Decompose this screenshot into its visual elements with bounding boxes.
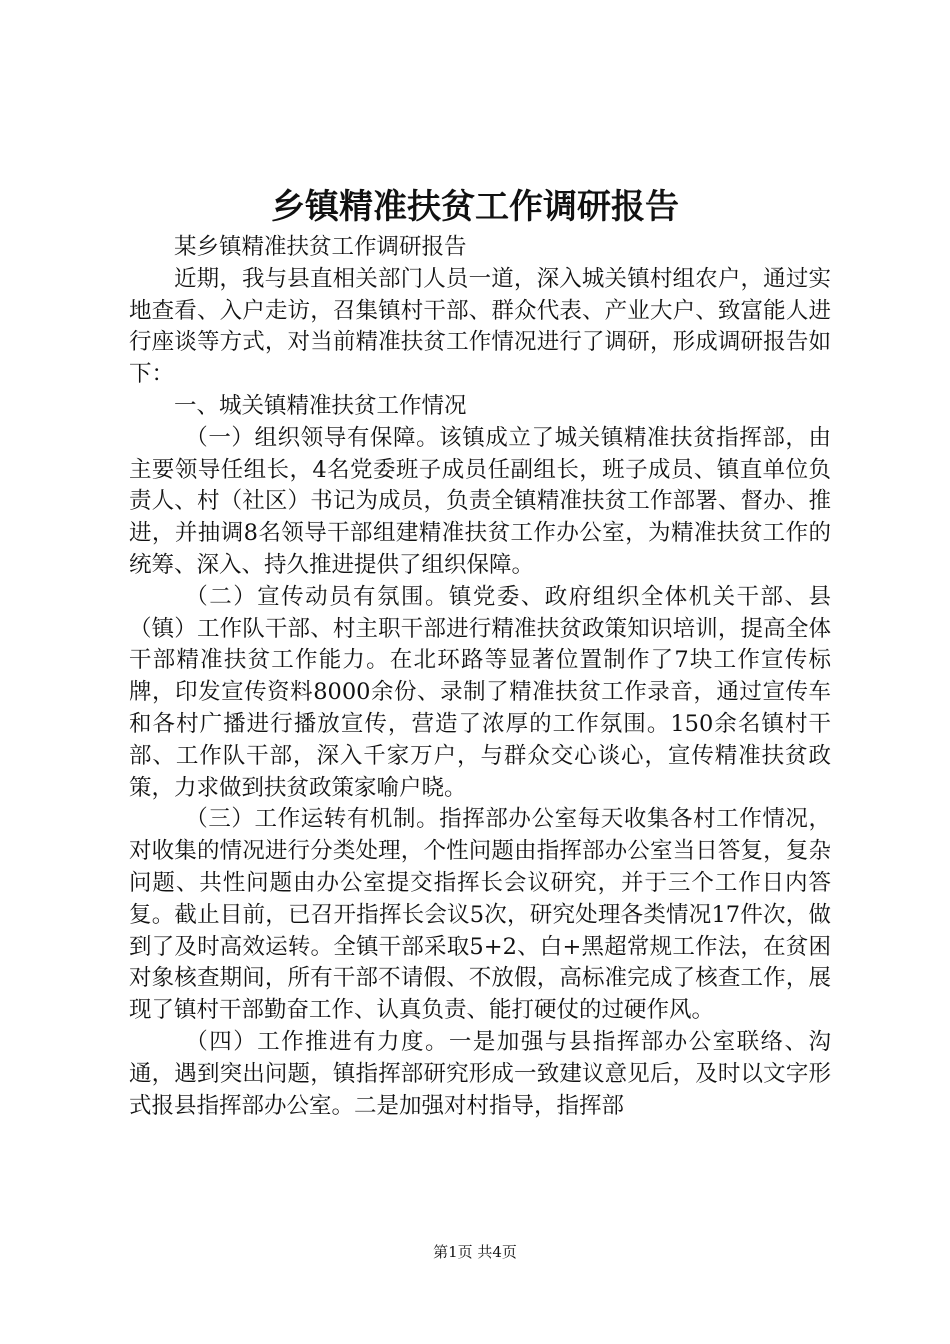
document-body: [129, 232, 831, 1122]
page-title: 乡镇精准扶贫工作调研报告: [271, 187, 679, 227]
paragraph-publicity: （二）宣传动员有氛围。镇党委、政府组织全体机关干部、县（镇）工作队干部、村主职干部进行精准扶贫政策知识培训，提高全体干部精准扶贫工作能力。在北环路等显著位置制作了7块工作宣传标牌，印发宣传资料8000余份、录制了精准扶贫工作录音，通过宣传车和各村广播进行播放宣传，营造了浓厚的工作氛围。150余名镇村干部、工作队干部，深入千家万户，与群众交心谈心，宣传精准扶贫政策，力求做到扶贫政策家喻户晓。: [129, 583, 831, 801]
paragraph-mechanism: （三）工作运转有机制。指挥部办公室每天收集各村工作情况，对收集的情况进行分类处理，个性问题由指挥部办公室当日答复，复杂问题、共性问题由办公室提交指挥长会议研究，并于三个工作日内答复。截止目前，已召开指挥长会议5次，研究处理各类情况17件次，做到了及时高效运转。全镇干部采取5+2、白+黑超常规工作法，在贫困对象核查期间，所有干部不请假、不放假，高标准完成了核查工作，展现了镇村干部勤奋工作、认真负责、能打硬仗的过硬作风。: [129, 806, 831, 1024]
intro-paragraph: 近期，我与县直相关部门人员一道，深入城关镇村组农户，通过实地查看、入户走访，召集镇村干部、群众代表、产业大户、致富能人进行座谈等方式，对当前精准扶贫工作情况进行了调研，形成调研报告如下：: [129, 265, 831, 388]
paragraph-organization: （一）组织领导有保障。该镇成立了城关镇精准扶贫指挥部，由主要领导任组长，4名党委班子成员任副组长，班子成员、镇直单位负责人、村（社区）书记为成员，负责全镇精准扶贫工作部署、督办、推进，并抽调8名领导干部组建精准扶贫工作办公室，为精准扶贫工作的统筹、深入、持久推进提供了组织保障。: [129, 424, 831, 578]
page-number: 第1页 共4页: [433, 1243, 517, 1261]
paragraph-progress: （四）工作推进有力度。一是加强与县指挥部办公室联络、沟通，遇到突出问题，镇指挥部研究形成一致建议意见后，及时以文字形式报县指挥部办公室。二是加强对村指导，指挥部: [129, 1028, 831, 1119]
report-subtitle: 某乡镇精准扶贫工作调研报告: [174, 234, 467, 260]
section-heading: 一、城关镇精准扶贫工作情况: [174, 392, 467, 419]
